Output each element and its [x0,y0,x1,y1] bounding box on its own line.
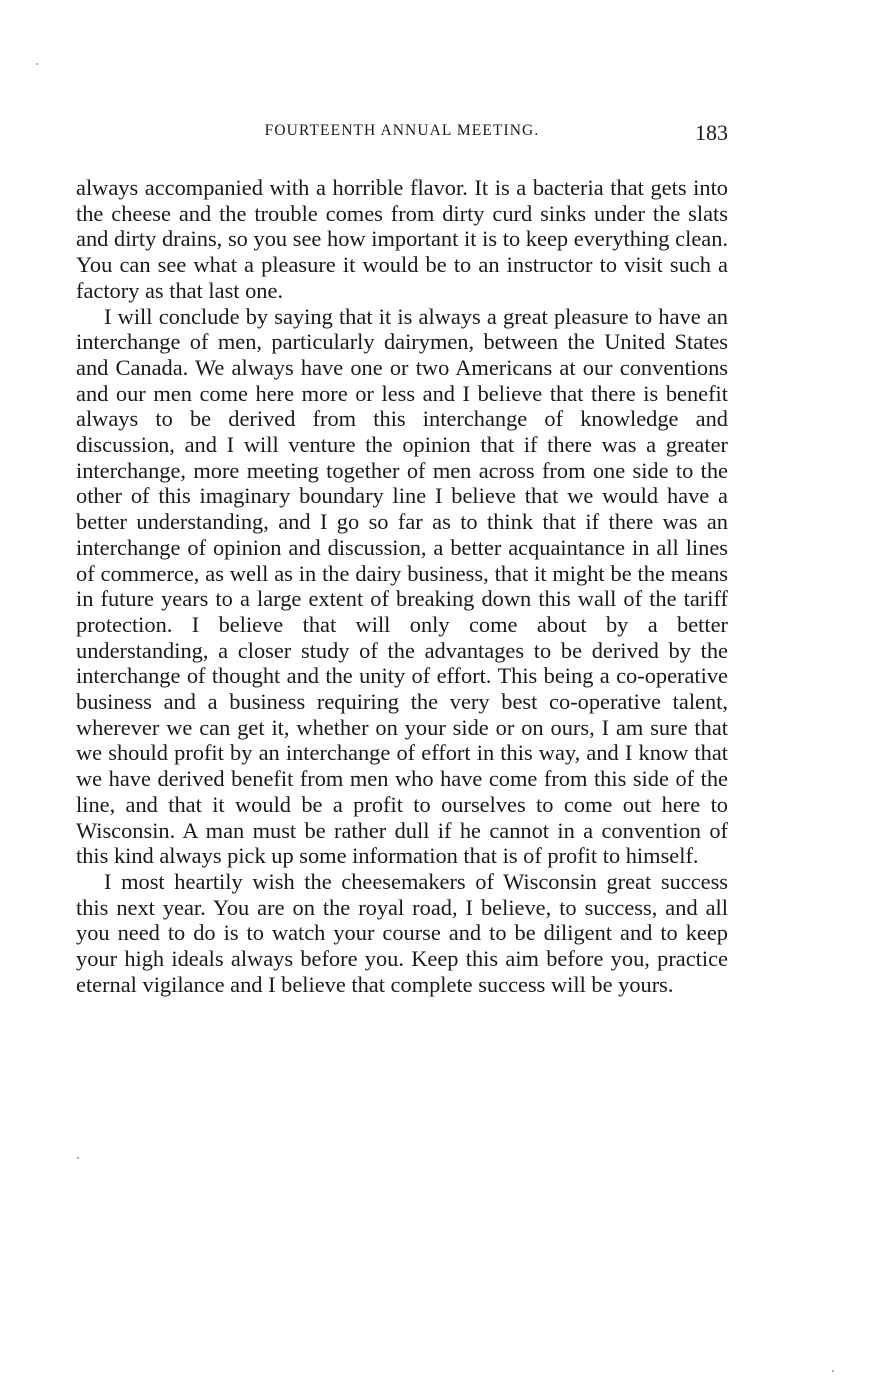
paper-speck [832,1370,834,1372]
paragraph-conclusion: I will conclude by saying that it is always a great pleasure to have an interchange of men, particularly dairymen, between the United States and Canada. We always have one or two Americans at our conventions and our men come here more or less and I believe that there is benefit always to be derived from this interchange of knowledge and discussion, and I will venture the opinion that if there was a greater interchange, more meeting together of men across from one side to the other of this imaginary boundary line I believe that we would have a better understanding, and I go so far as to think that if there was an interchange of opinion and discussion, a better acquaintance in all lines of commerce, as well as in the dairy business, that it might be the means in future years to a large extent of breaking down this wall of the tariff protection. I believe that will only come about by a better understanding, a closer study of the advantages to be derived by the interchange of thought and the unity of effort. This being a co-operative business and a business requiring the very best co-operative talent, wherever we can get it, whether on your side or on ours, I am sure that we should profit by an interchange of effort in this way, and I know that we have derived benefit from men who have come from this side of the line, and that it would be a profit to ourselves to come out here to Wisconsin. A man must be rather dull if he cannot in a convention of this kind always pick up some information that is of profit to himself. [76,303,728,869]
running-head [76,120,728,150]
body-text [76,175,728,998]
paragraph-continued: always accompanied with a horrible flavor. It is a bacteria that gets into the cheese and the trouble comes from dirty curd sinks under the slats and dirty drains, so you see how important it is to keep everything clean. You can see what a pleasure it would be to an instructor to visit such a factory as that last one. [76,175,728,303]
page-number: 183 [695,120,728,145]
running-title: FOURTEENTH ANNUAL MEETING. [264,122,540,139]
paper-speck [36,63,38,65]
paper-speck [77,1157,79,1159]
paragraph-closing-wish: I most heartily wish the cheesemakers of Wisconsin great success this next year. You are on the royal road, I believe, to success, and all you need to do is to watch your course and to be diligent and to keep your high ideals always before you. Keep this aim before you, practice eternal vigilance and I believe that complete success will be yours. [76,868,728,997]
